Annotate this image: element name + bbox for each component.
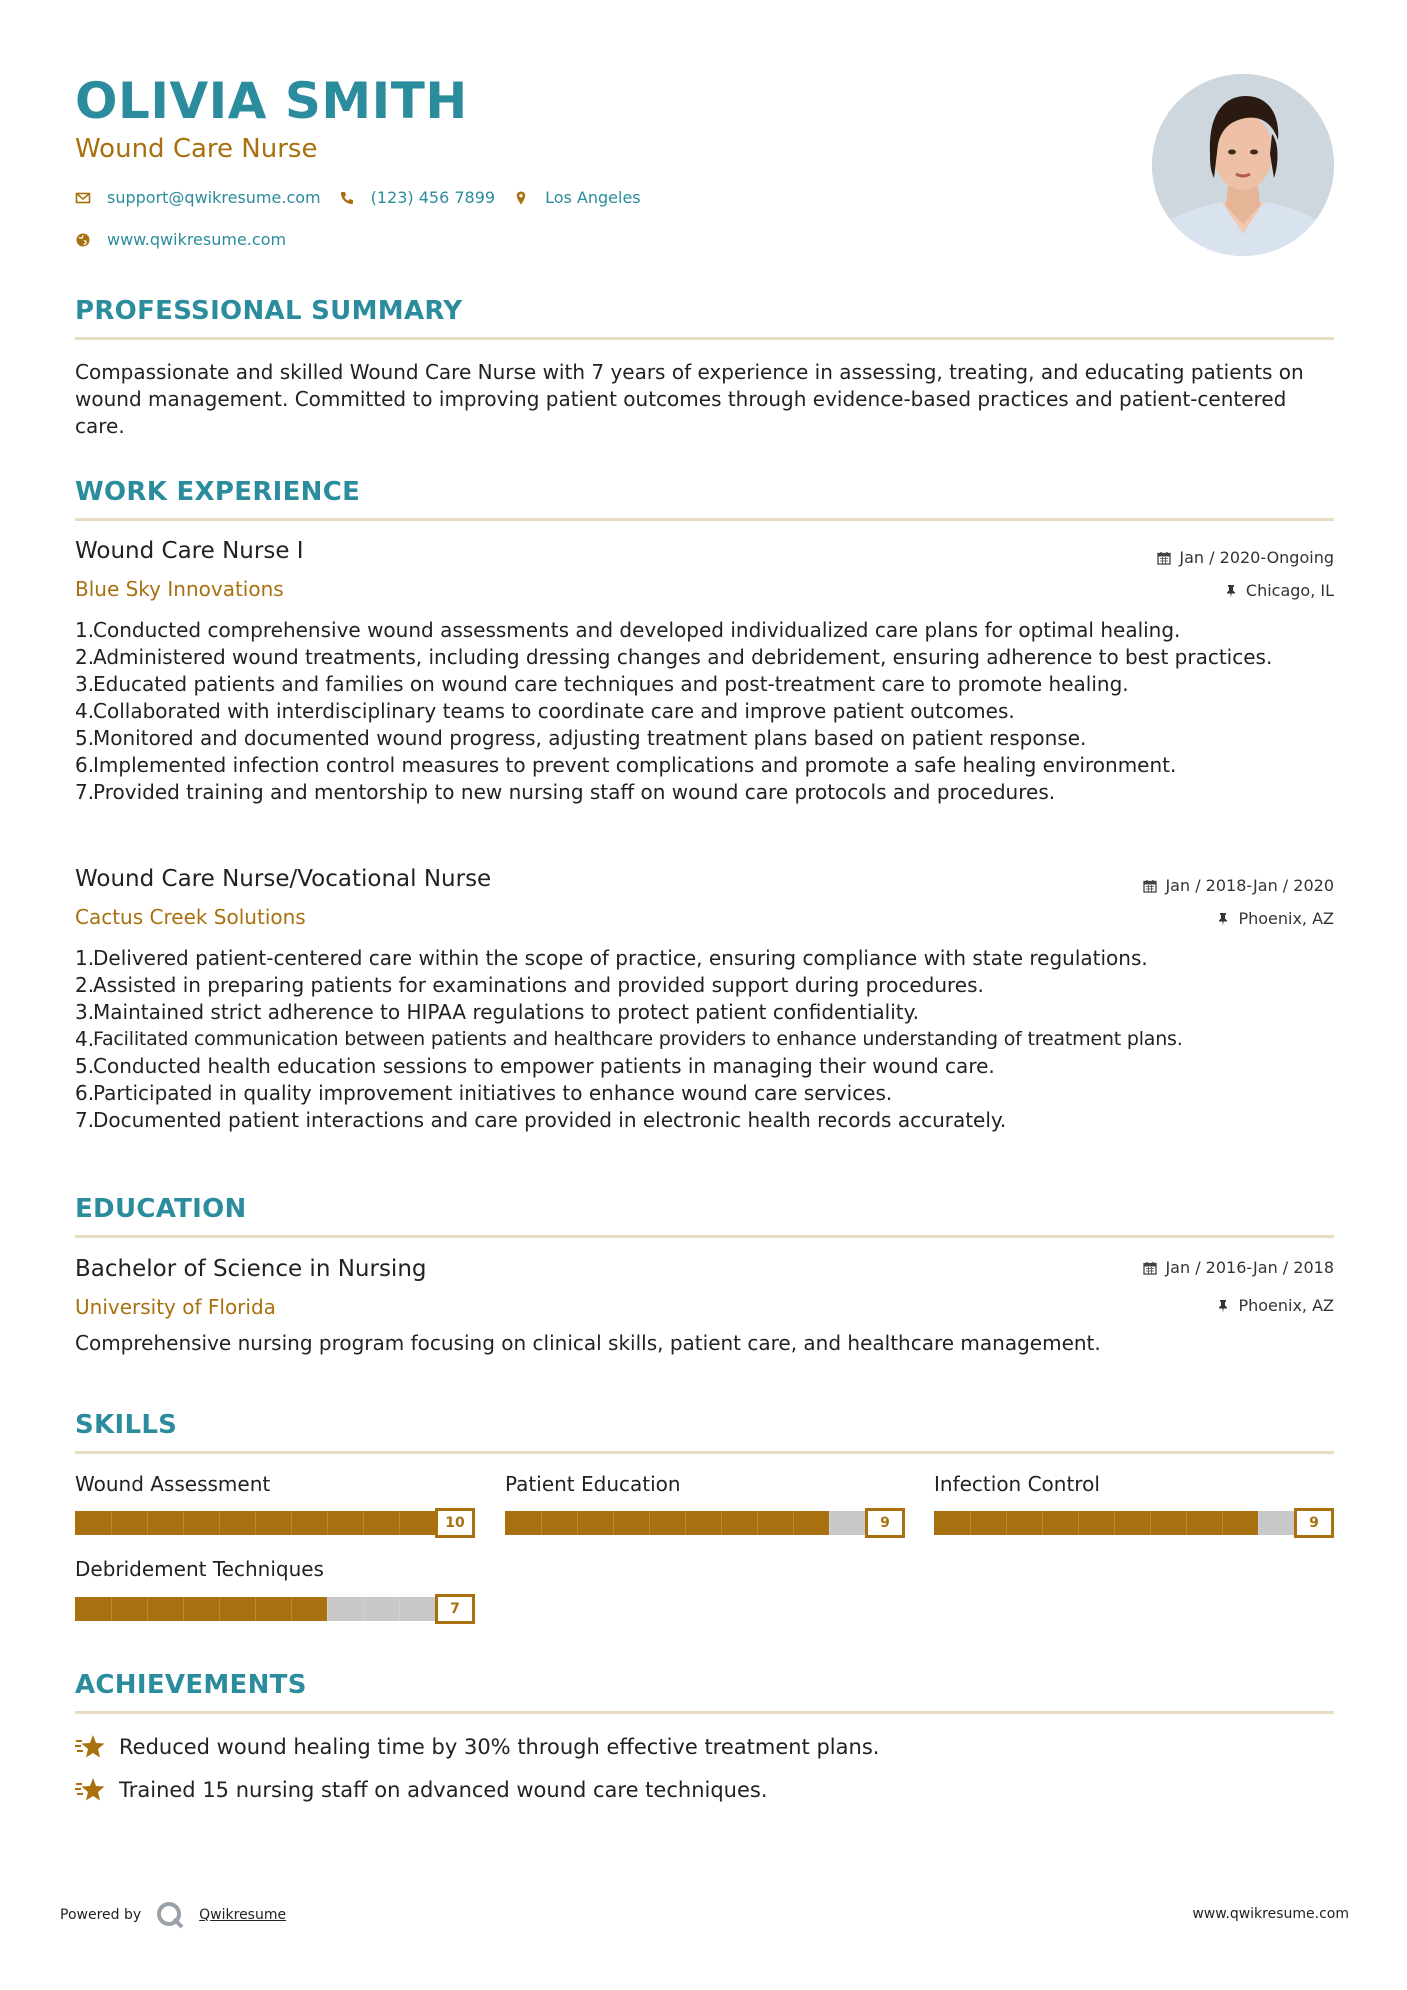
list-item: 6. Implemented infection control measures to prevent complications and promote a safe healing environment.	[75, 753, 1177, 777]
candidate-title: Wound Care Nurse	[75, 134, 318, 164]
job-dates	[1143, 876, 1334, 895]
achievements-heading: ACHIEVEMENTS	[75, 1670, 307, 1700]
section-divider	[75, 1711, 1334, 1714]
section-divider	[75, 1451, 1334, 1454]
skill-bar	[505, 1508, 905, 1538]
skill-bar-segment	[219, 1597, 220, 1621]
profile-photo	[1152, 74, 1334, 256]
skill-bar-segment	[793, 1511, 794, 1535]
list-item: 3. Maintained strict adherence to HIPAA regulations to protect patient confidentiality.	[75, 1000, 919, 1024]
skill-bar-segment	[399, 1511, 400, 1535]
summary-text: Compassionate and skilled Wound Care Nurse with 7 years of experience in assessing, treating, and educating patients on wound management. Committed to improving patient outcomes through evidence-based practices and patient-centered care.	[75, 360, 1304, 438]
skill-bar-segment	[1150, 1511, 1151, 1535]
skill-bar-fill	[934, 1511, 1258, 1535]
skill-bar-segment	[183, 1597, 184, 1621]
skill-bar-segment	[291, 1597, 292, 1621]
section-divider	[75, 1235, 1334, 1238]
skill-bar	[75, 1508, 475, 1538]
portrait-image	[1152, 74, 1334, 256]
skill-bar-segment	[1114, 1511, 1115, 1535]
skill-bar-fill	[75, 1597, 327, 1621]
website-item[interactable]	[75, 230, 286, 249]
footer-branding	[60, 1900, 286, 1930]
skill-bar-segment	[613, 1511, 614, 1535]
skill-bar-segment	[829, 1511, 830, 1535]
skill-bar-segment	[327, 1511, 328, 1535]
list-item: 7. Documented patient interactions and care provided in electronic health records accurately.	[75, 1108, 1007, 1132]
skill-name: Patient Education	[505, 1472, 681, 1496]
list-item: 1. Conducted comprehensive wound assessments and developed individualized care plans for optimal healing.	[75, 618, 1181, 642]
skill-bar-segment	[649, 1511, 650, 1535]
skill-score: 9	[1294, 1508, 1334, 1538]
skill-bar-segment	[111, 1511, 112, 1535]
skill-bar-segment	[219, 1511, 220, 1535]
skill-bar-segment	[255, 1511, 256, 1535]
summary-heading: PROFESSIONAL SUMMARY	[75, 296, 463, 326]
star-icon	[75, 1775, 107, 1805]
phone-icon	[339, 190, 355, 206]
job-location	[1216, 909, 1334, 928]
envelope-icon	[75, 190, 91, 206]
skill-bar-segment	[147, 1597, 148, 1621]
job-location	[1224, 581, 1334, 600]
skill-bar-segment	[1042, 1511, 1043, 1535]
qwikresume-link[interactable]: Qwikresume	[199, 1907, 287, 1923]
map-pin-icon	[513, 190, 529, 206]
skill-bar	[75, 1594, 475, 1624]
experience-heading: WORK EXPERIENCE	[75, 477, 361, 507]
company-name: Blue Sky Innovations	[75, 577, 284, 601]
skill-bar-segment	[1258, 1511, 1259, 1535]
skill-name: Debridement Techniques	[75, 1557, 324, 1581]
skill-bar-segment	[363, 1511, 364, 1535]
school-name: University of Florida	[75, 1295, 276, 1319]
skill-name: Infection Control	[934, 1472, 1100, 1496]
location-item	[513, 188, 641, 207]
website-row	[75, 230, 304, 249]
job-location-text: Chicago, IL	[1245, 581, 1334, 600]
website-text: www.qwikresume.com	[107, 230, 287, 249]
skill-bar-segment	[541, 1511, 542, 1535]
skill-bar-segment	[1078, 1511, 1079, 1535]
achievement-text: Reduced wound healing time by 30% through effective treatment plans.	[119, 1735, 880, 1759]
skill-bar-segment	[147, 1511, 148, 1535]
education-description: Comprehensive nursing program focusing on clinical skills, patient care, and healthcare management.	[75, 1331, 1101, 1355]
list-item: 4. Facilitated communication between patients and healthcare providers to enhance understanding of treatment plans.	[75, 1027, 1183, 1051]
phone-item[interactable]	[339, 188, 495, 207]
job-dates-text: Jan / 2018-Jan / 2020	[1165, 876, 1334, 895]
contact-row	[75, 188, 659, 207]
skill-bar-segment	[327, 1597, 328, 1621]
skill-bar-segment	[757, 1511, 758, 1535]
globe-icon	[75, 232, 91, 248]
job-location-text: Phoenix, AZ	[1238, 909, 1334, 928]
pushpin-icon	[1224, 584, 1238, 598]
calendar-icon	[1143, 879, 1157, 893]
skill-bar-segment	[685, 1511, 686, 1535]
list-item: 3. Educated patients and families on wound care techniques and post-treatment care to promote healing.	[75, 672, 1129, 696]
skill-bar-fill	[505, 1511, 829, 1535]
list-item: 7. Provided training and mentorship to new nursing staff on wound care protocols and procedures.	[75, 780, 1056, 804]
footer-website[interactable]: www.qwikresume.com	[1192, 1906, 1349, 1922]
qwikresume-logo-icon	[155, 1900, 185, 1930]
skill-score: 10	[435, 1508, 475, 1538]
skill-bar	[934, 1508, 1334, 1538]
list-item: 6. Participated in quality improvement initiatives to enhance wound care services.	[75, 1081, 893, 1105]
skill-bar-segment	[183, 1511, 184, 1535]
company-name: Cactus Creek Solutions	[75, 905, 306, 929]
skill-bar-segment	[255, 1597, 256, 1621]
job-dates-text: Jan / 2020-Ongoing	[1179, 548, 1334, 567]
education-heading: EDUCATION	[75, 1194, 247, 1224]
skill-bar-segment	[291, 1511, 292, 1535]
skill-bar-segment	[721, 1511, 722, 1535]
list-item: 4. Collaborated with interdisciplinary teams to coordinate care and improve patient outcomes.	[75, 699, 1015, 723]
skill-score: 7	[435, 1594, 475, 1624]
achievement-item	[75, 1775, 768, 1805]
location-text: Los Angeles	[545, 188, 641, 207]
skill-bar-segment	[399, 1597, 400, 1621]
list-item: 2. Administered wound treatments, including dressing changes and debridement, ensuring adherence to best practices.	[75, 645, 1273, 669]
email-text: support@qwikresume.com	[107, 188, 321, 207]
list-item: 1. Delivered patient-centered care within the scope of practice, ensuring compliance with state regulations.	[75, 946, 1148, 970]
skills-heading: SKILLS	[75, 1410, 178, 1440]
education-location-text: Phoenix, AZ	[1238, 1296, 1334, 1315]
powered-by-text: Powered by	[60, 1907, 142, 1923]
skill-name: Wound Assessment	[75, 1472, 271, 1496]
job-bullets	[75, 617, 1345, 806]
calendar-icon	[1157, 551, 1171, 565]
education-location	[1216, 1296, 1334, 1315]
pushpin-icon	[1216, 912, 1230, 926]
achievement-item	[75, 1732, 879, 1762]
section-divider	[75, 337, 1334, 340]
skill-bar-segment	[1222, 1511, 1223, 1535]
skill-bar-segment	[1006, 1511, 1007, 1535]
job-bullets	[75, 945, 1345, 1134]
email-item[interactable]	[75, 188, 321, 207]
star-icon	[75, 1732, 107, 1762]
education-dates	[1143, 1258, 1334, 1277]
achievement-text: Trained 15 nursing staff on advanced wound care techniques.	[119, 1778, 768, 1802]
phone-text: (123) 456 7899	[370, 188, 496, 207]
job-dates	[1157, 548, 1334, 567]
education-dates-text: Jan / 2016-Jan / 2018	[1165, 1258, 1334, 1277]
job-title: Wound Care Nurse I	[75, 538, 304, 564]
skill-bar-segment	[363, 1597, 364, 1621]
degree-title: Bachelor of Science in Nursing	[75, 1256, 427, 1282]
skill-bar-segment	[1186, 1511, 1187, 1535]
skill-bar-segment	[577, 1511, 578, 1535]
skill-score: 9	[865, 1508, 905, 1538]
skill-bar-segment	[111, 1597, 112, 1621]
pushpin-icon	[1216, 1299, 1230, 1313]
list-item: 2. Assisted in preparing patients for examinations and provided support during procedures.	[75, 973, 984, 997]
skill-bar-segment	[970, 1511, 971, 1535]
candidate-name: OLIVIA SMITH	[75, 72, 468, 130]
list-item: 5. Conducted health education sessions to empower patients in managing their wound care.	[75, 1054, 995, 1078]
calendar-icon	[1143, 1261, 1157, 1275]
job-title: Wound Care Nurse/Vocational Nurse	[75, 866, 492, 892]
list-item: 5. Monitored and documented wound progress, adjusting treatment plans based on patient response.	[75, 726, 1087, 750]
section-divider	[75, 518, 1334, 521]
